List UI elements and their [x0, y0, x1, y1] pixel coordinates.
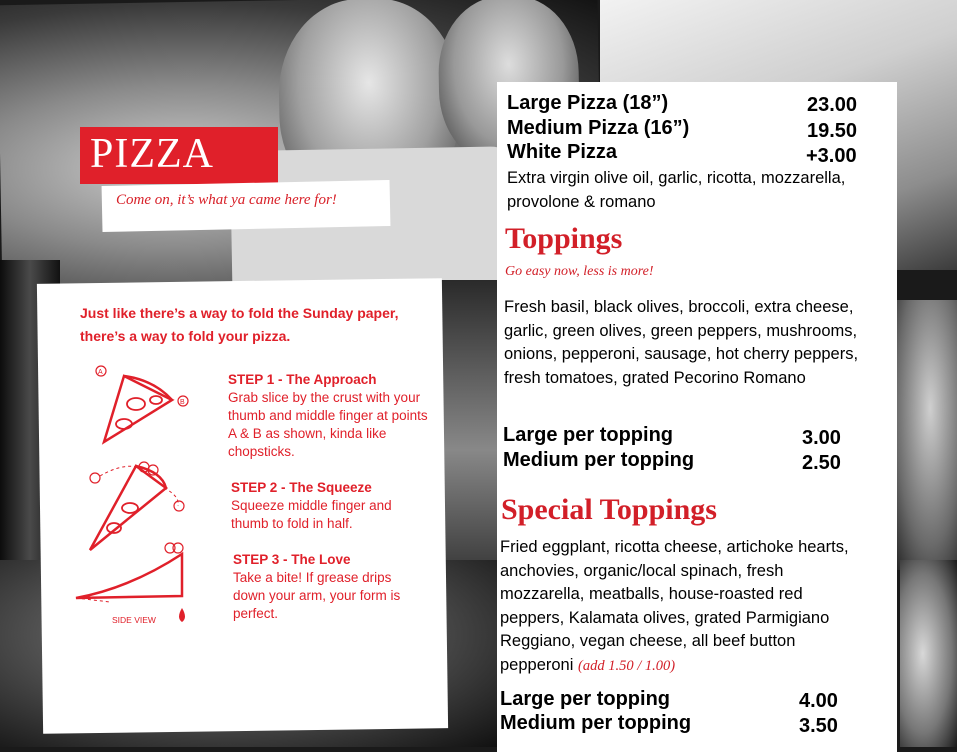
special-large-price: 4.00 — [799, 690, 838, 712]
special-medium-price: 3.50 — [799, 715, 838, 737]
point-b-label: B — [180, 399, 185, 406]
step-2-body: Squeeze middle finger and thumb to fold in half. — [231, 498, 392, 531]
step-2-title: STEP 2 - The Squeeze — [231, 480, 372, 495]
white-pizza-description: Extra virgin olive oil, garlic, ricotta, mozzarella, provolone & romano — [507, 169, 846, 211]
special-toppings-heading: Special Toppings — [501, 493, 717, 526]
slice-diagram-approach — [84, 364, 194, 454]
point-a-label: A — [98, 369, 103, 376]
price-medium-pizza: 19.50 — [807, 120, 858, 142]
background-photo-corner — [900, 560, 957, 747]
background-photo-right — [890, 300, 957, 570]
step-3-body: Take a bite! If grease drips down your arm, your form is perfect. — [233, 570, 401, 621]
special-toppings-list — [500, 536, 870, 678]
price-white-pizza: +3.00 — [806, 145, 857, 167]
special-large-label: Large per topping — [500, 688, 670, 710]
menu-item-large-pizza: Large Pizza (18”) — [507, 92, 669, 114]
special-medium-label: Medium per topping — [500, 712, 692, 734]
side-view-label: SIDE VIEW — [112, 615, 156, 625]
fold-intro: Just like there’s a way to fold the Sunday paper, there’s a way to fold your pizza. — [80, 305, 399, 344]
special-toppings-addon-note: (add 1.50 / 1.00) — [578, 657, 676, 674]
menu-item-medium-pizza: Medium Pizza (16”) — [507, 117, 690, 139]
toppings-medium-price: 2.50 — [802, 452, 841, 474]
page-title: PIZZA — [90, 131, 214, 177]
toppings-medium-label: Medium per topping — [503, 449, 695, 471]
step-3-title: STEP 3 - The Love — [233, 552, 351, 567]
menu-item-white-pizza: White Pizza — [507, 141, 618, 163]
special-toppings-text: Fried eggplant, ricotta cheese, artichoke hearts, anchovies, organic/local spinach, fresh mozzarella, meatballs, house-roasted red peppers, Kalamata olives, grated Parmigiano Reggiano, vegan cheese, all beef button pepperoni — [500, 538, 849, 674]
toppings-heading: Toppings — [505, 222, 623, 255]
grease-drop-icon — [179, 608, 185, 622]
toppings-large-price: 3.00 — [802, 427, 841, 449]
step-1-body: Grab slice by the crust with your thumb and middle finger at points A & B as shown, kinda like chopsticks. — [228, 390, 428, 459]
price-large-pizza: 23.00 — [807, 94, 858, 116]
toppings-list: Fresh basil, black olives, broccoli, extra cheese, garlic, green olives, green peppers, mushrooms, onions, pepperoni, sausage, hot cherry peppers, fresh tomatoes, grated Pecorino Romano — [504, 298, 859, 387]
tagline: Come on, it’s what ya came here for! — [116, 192, 337, 208]
toppings-large-label: Large per topping — [503, 424, 673, 446]
toppings-subtitle: Go easy now, less is more! — [505, 264, 654, 279]
step-1-title: STEP 1 - The Approach — [228, 372, 377, 387]
